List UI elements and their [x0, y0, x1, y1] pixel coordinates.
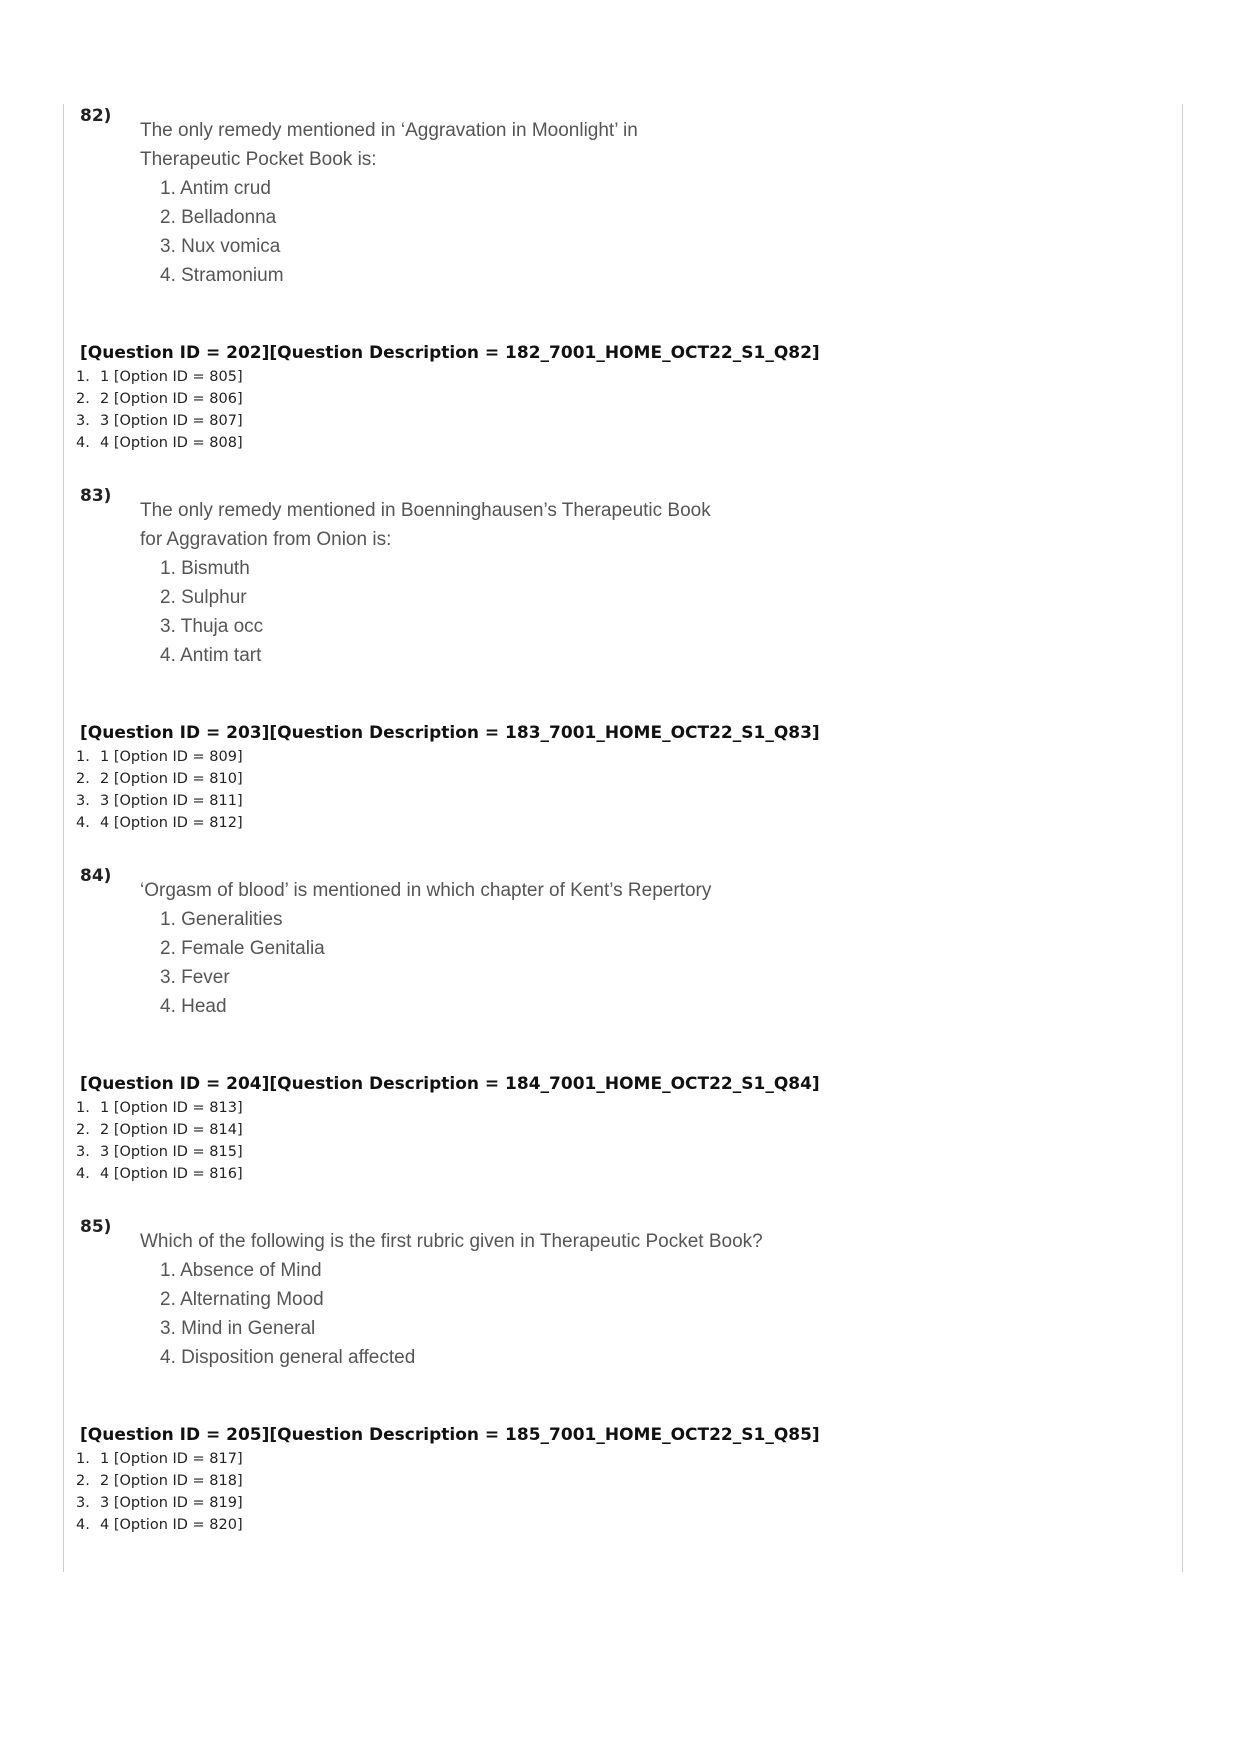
question-number: 83) [80, 486, 112, 506]
option-row [76, 746, 243, 768]
option-row [76, 1514, 243, 1536]
option-row [76, 1163, 243, 1185]
option-list [76, 1097, 243, 1185]
option-label: 3 [Option ID = 815] [100, 1144, 243, 1160]
answer-choice: 2. Female Genitalia [160, 938, 325, 959]
option-index: 1. [76, 749, 90, 765]
option-label: 2 [Option ID = 810] [100, 771, 243, 787]
option-index: 4. [76, 815, 90, 831]
answer-choice: 4. Disposition general affected [160, 1347, 416, 1368]
option-list [76, 746, 243, 834]
question-number: 85) [80, 1217, 112, 1237]
question-text-line: The only remedy mentioned in Boenninghausen’s Therapeutic Book [140, 500, 711, 521]
option-row [76, 1119, 243, 1141]
option-label: 2 [Option ID = 814] [100, 1122, 243, 1138]
question-text-line: Which of the following is the first rubric given in Therapeutic Pocket Book? [140, 1231, 763, 1252]
option-list [76, 1448, 243, 1536]
option-list [76, 366, 243, 454]
question-text-line: The only remedy mentioned in ‘Aggravation in Moonlight’ in [140, 120, 638, 141]
question-id-description: [Question ID = 204][Question Description = 184_7001_HOME_OCT22_S1_Q84] [80, 1074, 820, 1094]
option-label: 1 [Option ID = 817] [100, 1451, 243, 1467]
answer-choice: 4. Antim tart [160, 645, 262, 666]
option-row [76, 1448, 243, 1470]
answer-choice: 2. Sulphur [160, 587, 247, 608]
answer-choice: 1. Absence of Mind [160, 1260, 322, 1281]
answer-choice: 4. Stramonium [160, 265, 284, 286]
option-label: 4 [Option ID = 820] [100, 1517, 243, 1533]
option-row [76, 1141, 243, 1163]
answer-choice: 1. Antim crud [160, 178, 271, 199]
option-label: 4 [Option ID = 812] [100, 815, 243, 831]
option-index: 4. [76, 1517, 90, 1533]
option-label: 1 [Option ID = 805] [100, 369, 243, 385]
option-index: 4. [76, 1166, 90, 1182]
option-index: 1. [76, 1100, 90, 1116]
option-row [76, 410, 243, 432]
option-label: 2 [Option ID = 806] [100, 391, 243, 407]
option-label: 3 [Option ID = 811] [100, 793, 243, 809]
option-label: 4 [Option ID = 808] [100, 435, 243, 451]
option-label: 4 [Option ID = 816] [100, 1166, 243, 1182]
option-index: 2. [76, 771, 90, 787]
option-index: 2. [76, 1473, 90, 1489]
option-index: 3. [76, 413, 90, 429]
option-index: 3. [76, 1144, 90, 1160]
question-number: 84) [80, 866, 112, 886]
option-row [76, 366, 243, 388]
option-index: 3. [76, 1495, 90, 1511]
question-id-description: [Question ID = 202][Question Description = 182_7001_HOME_OCT22_S1_Q82] [80, 343, 820, 363]
question-text-line: for Aggravation from Onion is: [140, 529, 392, 550]
option-row [76, 768, 243, 790]
answer-choice: 3. Thuja occ [160, 616, 264, 637]
option-index: 1. [76, 1451, 90, 1467]
option-index: 4. [76, 435, 90, 451]
question-content [140, 496, 711, 670]
answer-choice: 3. Nux vomica [160, 236, 281, 257]
answer-choice: 2. Belladonna [160, 207, 277, 228]
question-text-line: Therapeutic Pocket Book is: [140, 149, 377, 170]
option-label: 3 [Option ID = 807] [100, 413, 243, 429]
question-number: 82) [80, 106, 112, 126]
option-label: 1 [Option ID = 809] [100, 749, 243, 765]
answer-choice: 4. Head [160, 996, 227, 1017]
question-text-line: ‘Orgasm of blood’ is mentioned in which chapter of Kent’s Repertory [140, 880, 712, 901]
option-index: 1. [76, 369, 90, 385]
question-id-description: [Question ID = 203][Question Description = 183_7001_HOME_OCT22_S1_Q83] [80, 723, 820, 743]
question-content [140, 876, 711, 1021]
option-row [76, 1097, 243, 1119]
answer-choice: 3. Mind in General [160, 1318, 316, 1339]
question-content [140, 116, 638, 290]
answer-choice: 1. Bismuth [160, 558, 250, 579]
answer-choice: 2. Alternating Mood [160, 1289, 324, 1310]
option-index: 2. [76, 1122, 90, 1138]
option-row [76, 790, 243, 812]
option-row [76, 812, 243, 834]
answer-choice: 1. Generalities [160, 909, 283, 930]
question-content [140, 1227, 763, 1372]
option-label: 1 [Option ID = 813] [100, 1100, 243, 1116]
option-index: 2. [76, 391, 90, 407]
answer-choice: 3. Fever [160, 967, 230, 988]
option-label: 3 [Option ID = 819] [100, 1495, 243, 1511]
option-row [76, 432, 243, 454]
option-row [76, 388, 243, 410]
option-index: 3. [76, 793, 90, 809]
option-row [76, 1470, 243, 1492]
option-row [76, 1492, 243, 1514]
option-label: 2 [Option ID = 818] [100, 1473, 243, 1489]
question-id-description: [Question ID = 205][Question Description = 185_7001_HOME_OCT22_S1_Q85] [80, 1425, 820, 1445]
